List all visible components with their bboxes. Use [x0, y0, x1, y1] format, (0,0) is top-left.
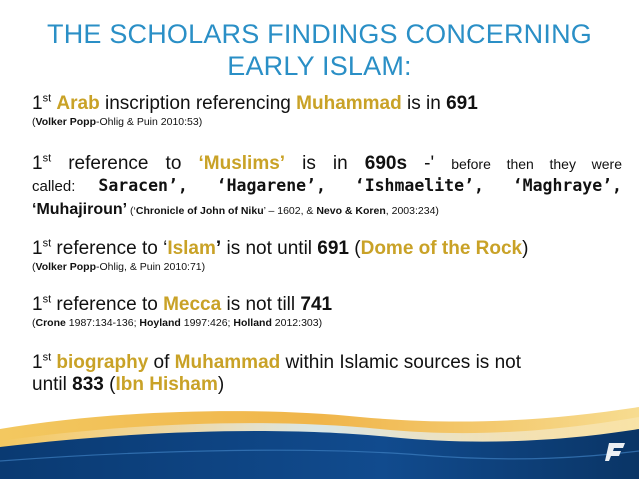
finding-text-line-2: until 833 (Ibn Hisham) [32, 374, 225, 395]
finding-text-line-3: ‘Muhajiroun’ (‘Chronicle of John of Niku’ – 1602, & Nevo & Koren, 2003:234) [32, 201, 439, 218]
finding-mecca [32, 294, 622, 330]
finding-islam [32, 238, 622, 274]
footer-wave [0, 389, 639, 479]
finding-muslims [32, 153, 622, 222]
finding-text-line-1: 1st biography of Muhammad within Islamic sources is not [32, 351, 521, 373]
slide-title [0, 18, 639, 82]
finding-citation: (Volker Popp-Ohlig & Puin 2010:53) [32, 116, 203, 128]
finding-arab-inscription [32, 93, 622, 129]
finding-text: 1st reference to ‘Islam’ is not until 691 (Dome of the Rock) [32, 237, 529, 259]
finding-text-line-2: called: Saracen’, ‘Hagarene’, ‘Ishmaelite’, ‘Maghraye’, [32, 176, 622, 195]
finding-text: 1st Arab inscription referencing Muhammad is in 691 [32, 92, 478, 114]
finding-citation: (Crone 1987:134-136; Hoyland 1997:426; Holland 2012:303) [32, 317, 323, 329]
presentation-logo-icon [603, 439, 629, 465]
finding-text: 1st reference to Mecca is not till 741 [32, 293, 333, 315]
title-line-1: THE SCHOLARS FINDINGS CONCERNING [47, 19, 592, 49]
finding-text-line-1: 1st reference to ‘Muslims’ is in 690s -' before then they were [32, 152, 622, 174]
finding-citation: (Volker Popp-Ohlig, & Puin 2010:71) [32, 261, 206, 273]
title-line-2: EARLY ISLAM: [227, 51, 412, 81]
